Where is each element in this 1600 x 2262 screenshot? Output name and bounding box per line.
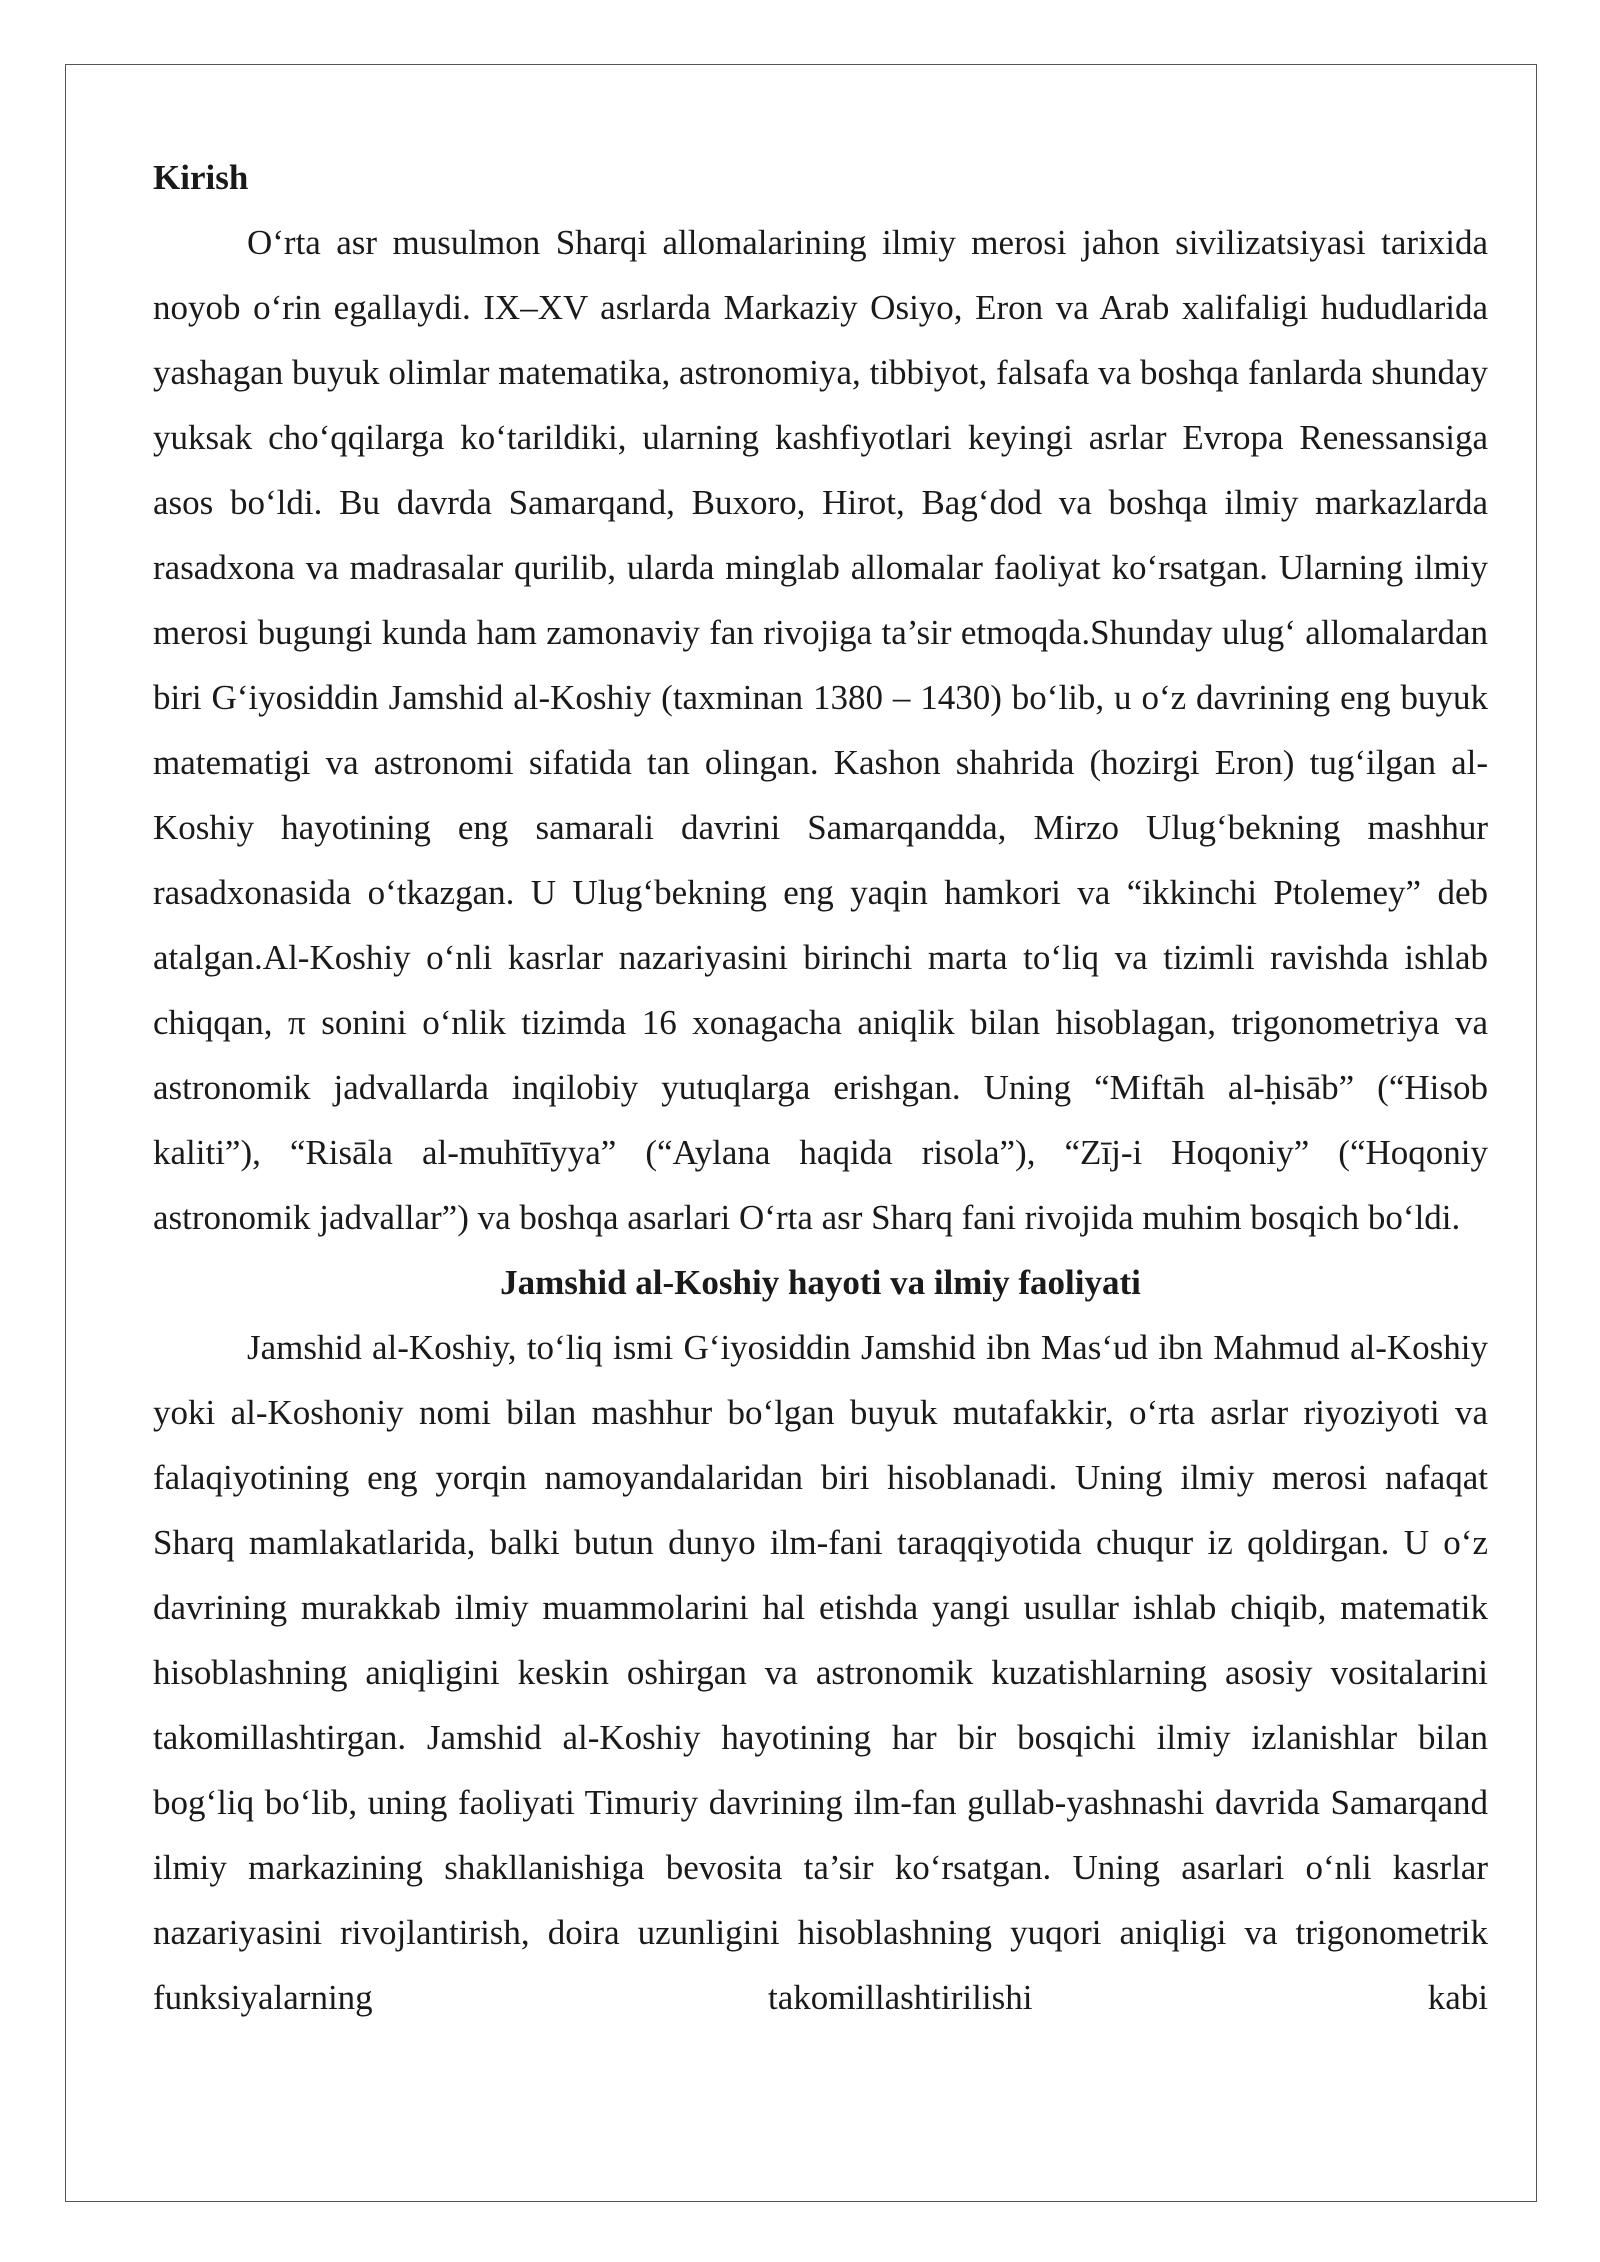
section-heading-biography: Jamshid al-Koshiy hayoti va ilmiy faoliyati — [500, 1263, 1141, 1302]
document-body — [153, 145, 1488, 2030]
section-heading-kirish: Kirish — [153, 158, 249, 197]
intro-paragraph: O‘rta asr musulmon Sharqi allomalarining ilmiy merosi jahon sivilizatsiyasi tarixida noyob o‘rin egallaydi. IX–XV asrlarda Markaziy Osiyo, Eron va Arab xalifaligi hududlarida yashagan buyuk olimlar matematika, astronomiya, tibbiyot, falsafa va boshqa fanlarda shunday yuksak cho‘qqilarga ko‘tarildiki, ularning kashfiyotlari keyingi asrlar Evropa Renessansiga asos bo‘ldi. Bu davrda Samarqand, Buxoro, Hirot, Bag‘dod va boshqa ilmiy markazlarda rasadxona va madrasalar qurilib, ularda minglab allomalar faoliyat ko‘rsatgan. Ularning ilmiy merosi bugungi kunda ham zamonaviy fan rivojiga ta’sir etmoqda.Shunday ulug‘ allomalardan biri G‘iyosiddin Jamshid al-Koshiy (taxminan 1380 – 1430) bo‘lib, u o‘z davrining eng buyuk matematigi va astronomi sifatida tan olingan. Kashon shahrida (hozirgi Eron) tug‘ilgan al-Koshiy hayotining eng samarali davrini Samarqandda, Mirzo Ulug‘bekning mashhur rasadxonasida o‘tkazgan. U Ulug‘bekning eng yaqin hamkori va “ikkinchi Ptolemey” deb atalgan.Al-Koshiy o‘nli kasrlar nazariyasini birinchi marta to‘liq va tizimli ravishda ishlab chiqqan, π sonini o‘nlik tizimda 16 xonagacha aniqlik bilan hisoblagan, trigonometriya va astronomik jadvallarda inqilobiy yutuqlarga erishgan. Uning “Miftāh al-ḥisāb” (“Hisob kaliti”), “Risāla al-muhītīyya” (“Aylana haqida risola”), “Zīj-i Hoqoniy” (“Hoqoniy astronomik jadvallar”) va boshqa asarlari O‘rta asr Sharq fani rivojida muhim bosqich bo‘ldi. — [153, 223, 1488, 1237]
biography-paragraph: Jamshid al-Koshiy, to‘liq ismi G‘iyosiddin Jamshid ibn Mas‘ud ibn Mahmud al-Koshiy yoki al-Koshoniy nomi bilan mashhur bo‘lgan buyuk mutafakkir, o‘rta asrlar riyoziyoti va falaqiyotining eng yorqin namoyandalaridan biri hisoblanadi. Uning ilmiy merosi nafaqat Sharq mamlakatlarida, balki butun dunyo ilm-fani taraqqiyotida chuqur iz qoldirgan. U o‘z davrining murakkab ilmiy muammolarini hal etishda yangi usullar ishlab chiqib, matematik hisoblashning aniqligini keskin oshirgan va astronomik kuzatishlarning asosiy vositalarini takomillashtirgan. Jamshid al-Koshiy hayotining har bir bosqichi ilmiy izlanishlar bilan bog‘liq bo‘lib, uning faoliyati Timuriy davrining ilm-fan gullab-yashnashi davrida Samarqand ilmiy markazining shakllanishiga bevosita ta’sir ko‘rsatgan. Uning asarlari o‘nli kasrlar nazariyasini rivojlantirish, doira uzunligini hisoblashning yuqori aniqligi va trigonometrik funksiyalarning takomillashtirilishi kabi — [153, 1328, 1488, 2017]
